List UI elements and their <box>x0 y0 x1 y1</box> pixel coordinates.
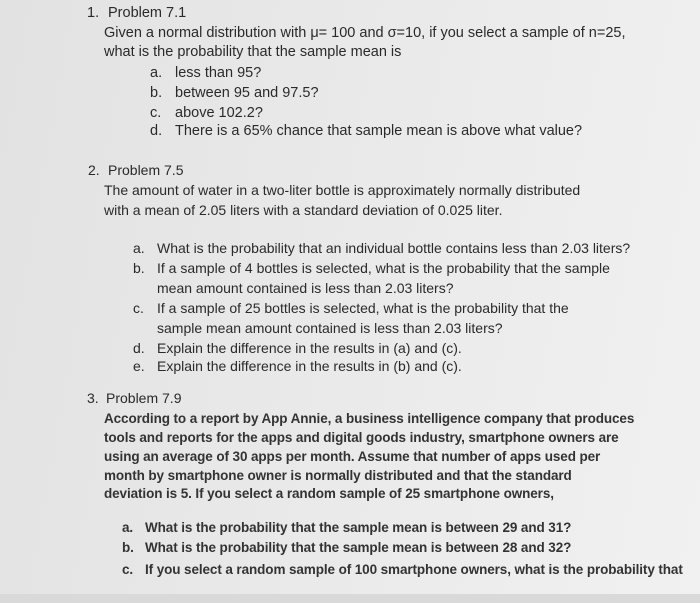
item-label: d. <box>150 123 163 139</box>
item-text: What is the probability that the sample mean is between 29 and 31? <box>145 520 572 535</box>
item-text: If a sample of 4 bottles is selected, what is the probability that the sample <box>157 260 610 276</box>
problem-number: 1. <box>87 5 100 21</box>
item-text: What is the probability that an individual bottle contains less than 2.03 liters? <box>157 240 631 256</box>
item-text: What is the probability that the sample mean is between 28 and 32? <box>145 540 572 555</box>
item-label: e. <box>133 358 145 374</box>
problem-body-line: what is the probability that the sample mean is <box>104 44 402 60</box>
problem-title: Problem 7.1 <box>108 5 187 21</box>
page-bottom-edge <box>0 594 700 603</box>
item-text: Explain the difference in the results in (a) and (c). <box>157 340 462 356</box>
problem-body-line: tools and reports for the apps and digital goods industry, smartphone owners are <box>104 430 619 445</box>
problem-number: 3. <box>87 390 99 406</box>
item-label: a. <box>122 520 134 535</box>
item-label: a. <box>133 240 145 256</box>
item-label: c. <box>133 300 144 316</box>
problem-body-line: month by smartphone owner is normally distributed and that the standard <box>104 468 572 483</box>
item-text: between 95 and 97.5? <box>175 85 319 101</box>
problem-body-line: using an average of 30 apps per month. Assume that number of apps used per <box>104 449 601 464</box>
problem-body-line: According to a report by App Annie, a business intelligence company that produces <box>104 411 635 426</box>
problem-body-line: deviation is 5. If you select a random sample of 25 smartphone owners, <box>104 486 554 501</box>
item-text: above 102.2? <box>175 105 263 121</box>
item-text-continued: sample mean amount contained is less than 2.03 liters? <box>157 320 503 336</box>
item-label: d. <box>133 340 145 356</box>
item-label: b. <box>133 260 145 276</box>
item-label: c. <box>150 105 162 121</box>
item-label: b. <box>150 85 163 101</box>
problem-body-line: Given a normal distribution with μ= 100 and σ=10, if you select a sample of n=25, <box>104 25 626 41</box>
problem-number: 2. <box>88 162 100 178</box>
item-label: a. <box>150 65 163 81</box>
problem-title: Problem 7.9 <box>106 390 182 406</box>
item-text: Explain the difference in the results in (b) and (c). <box>157 358 462 374</box>
problem-body-line: The amount of water in a two-liter bottle is approximately normally distributed <box>104 182 581 198</box>
item-text: If you select a random sample of 100 smartphone owners, what is the probability that <box>145 562 683 577</box>
problem-title: Problem 7.5 <box>108 162 184 178</box>
item-text: If a sample of 25 bottles is selected, what is the probability that the <box>157 300 569 316</box>
item-text-continued: mean amount contained is less than 2.03 liters? <box>157 280 454 296</box>
problem-body-line: with a mean of 2.05 liters with a standard deviation of 0.025 liter. <box>104 202 503 218</box>
item-label: c. <box>122 562 134 577</box>
item-label: b. <box>122 540 134 555</box>
item-text: There is a 65% chance that sample mean is above what value? <box>175 123 583 139</box>
item-text: less than 95? <box>175 65 262 81</box>
